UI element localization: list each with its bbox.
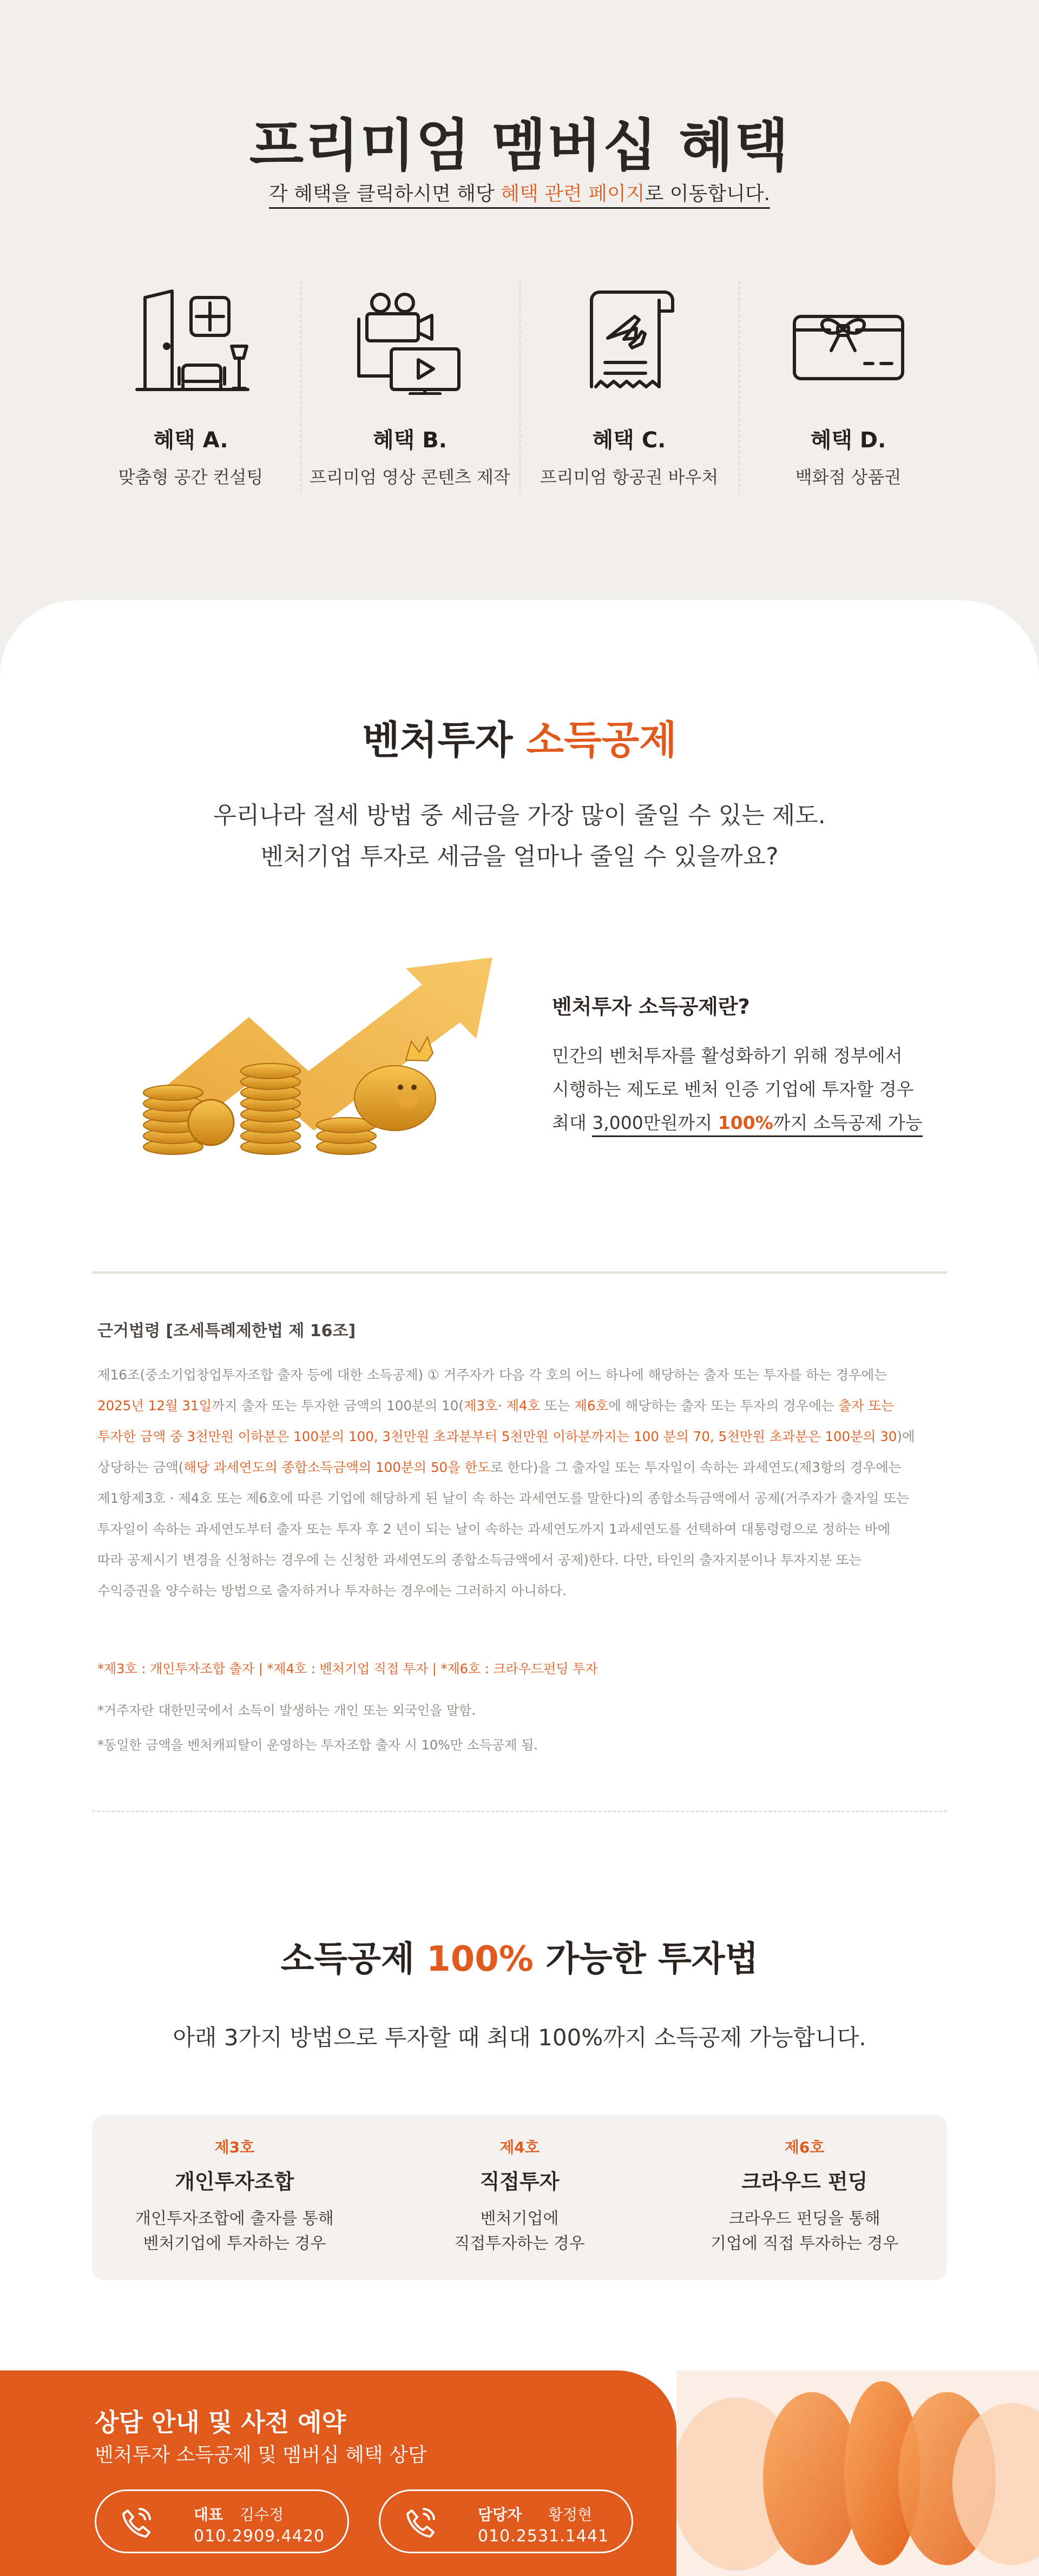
manager-contact-button[interactable]: [379, 2489, 633, 2553]
membership-subtitle: [0, 179, 1039, 206]
discs-graphic: [676, 2370, 1039, 2576]
definition-line: [552, 1106, 963, 1140]
gift-card-icon: [789, 287, 908, 395]
note-resident: *거주자란 대한민국에서 소득이 발생하는 개인 또는 외국인을 말함.: [97, 1703, 476, 1718]
subtitle-accent: 혜택 관련 페이지: [501, 183, 645, 209]
law-line: 제1항제3호 · 제4호 또는 제6호에 따른 기업에 해당하게 된 날이 속 하는 과세연도를 말한다)의 종합소득금액에서 공제(거주자가 출자일 또는: [97, 1490, 909, 1506]
law-text: 에 해당하는 출자 또는 투자의 경우에는: [608, 1398, 839, 1414]
law-deadline: 2025년 12월 31일: [97, 1398, 212, 1414]
inv-title-post: 가능한 투자법: [533, 1939, 759, 1979]
venture-intro: [0, 795, 1039, 877]
law-line: 투자일이 속하는 과세연도부터 출자 또는 투자 후 2 년이 되는 날이 속하는 과세연도까지 1과세연도를 선택하여 대통령령으로 정하는 바에: [97, 1521, 891, 1537]
legal-basis-box: [92, 1271, 947, 1812]
law-text: 로 한다)을 그 출자일 또는 투자일이 속하는 과세연도(제3항의 경우에는: [490, 1459, 902, 1475]
definition-pre: 최대: [552, 1112, 593, 1133]
law-clause: 제6호: [574, 1398, 609, 1414]
definition-line: 시행하는 제도로 벤처 인증 기업에 투자할 경우: [552, 1079, 914, 1100]
contact-phone: 010.2531.1441: [478, 2527, 609, 2546]
law-line: [97, 1421, 942, 1452]
method-number: 제6호: [784, 2138, 825, 2156]
inv-title-pre: 소득공제: [280, 1939, 427, 1979]
investment-methods-title: [0, 1931, 1039, 1981]
legal-basis-text: [97, 1359, 942, 1606]
venture-title-pre: 벤처투자: [362, 717, 527, 763]
benefit-desc: 백화점 상품권: [795, 467, 902, 487]
subtitle-post: 로 이동합니다.: [645, 183, 771, 209]
benefit-desc: 프리미엄 항공권 바우처: [540, 467, 719, 487]
benefit-desc: 프리미엄 영상 콘텐츠 제작: [310, 467, 510, 487]
investment-methods-box: [92, 2115, 947, 2280]
definition-line: 민간의 벤처투자를 활성화하기 위해 정부에서: [552, 1045, 903, 1066]
method-card: [377, 2136, 662, 2280]
benefit-list: [81, 270, 958, 498]
law-text: )에: [897, 1429, 915, 1444]
contact-name: 황정현: [548, 2506, 593, 2524]
benefit-d-card[interactable]: [739, 270, 958, 498]
legal-notes: [97, 1658, 942, 1762]
venture-title: [0, 709, 1039, 765]
venture-section: [0, 600, 1039, 2576]
benefit-a-card[interactable]: [81, 270, 300, 498]
contact-role: 대표: [194, 2506, 223, 2524]
method-desc-line: 직접투자하는 경우: [454, 2234, 585, 2253]
method-desc-line: 개인투자조합에 출자를 통해: [135, 2209, 334, 2228]
law-line: 따라 공제시기 변경을 신청하는 경우에 는 신청한 과세연도의 종합소득금액에서 공제)한다. 다만, 타인의 출자지분이나 투자지분 또는: [97, 1552, 862, 1568]
membership-section: [0, 0, 1039, 600]
contact-role: 담당자: [478, 2506, 522, 2524]
footer-subtitle: 벤처투자 소득공제 및 멤버십 혜택 상담: [95, 2444, 427, 2466]
membership-title: 프리미엄 멤버십 혜택: [249, 113, 790, 179]
method-name: 크라우드 펀딩: [741, 2170, 868, 2194]
method-desc: [377, 2207, 662, 2256]
investment-methods-subtitle: 아래 3가지 방법으로 투자할 때 최대 100%까지 소득공제 가능합니다.: [173, 2024, 866, 2051]
method-desc: [662, 2207, 947, 2256]
benefit-b-card[interactable]: [300, 270, 520, 498]
legal-basis-title: 근거법령 [조세특례제한법 제 16조]: [97, 1322, 356, 1340]
venture-title-accent: 소득공제: [526, 717, 677, 763]
benefit-desc: 맞춤형 공간 컨설팅: [118, 467, 264, 487]
law-highlight: 출자 또는: [838, 1398, 894, 1414]
law-line: [97, 1390, 942, 1421]
method-desc-line: 벤처기업에: [480, 2209, 559, 2228]
method-desc-line: 크라우드 펀딩을 통해: [728, 2209, 880, 2228]
method-name: 직접투자: [479, 2170, 560, 2194]
benefit-c-card[interactable]: [520, 270, 739, 498]
law-text: 상당하는 금액(: [97, 1459, 184, 1475]
inv-title-accent: 100%: [426, 1939, 534, 1979]
law-highlight: 투자한 금액 중 3천만원 이하분은 100분의 100, 3천만원 초과분부터 5천만원 이하분까지는 100 분의 70, 5천만원 초과분은 100분의 30: [97, 1429, 897, 1444]
benefit-name: 혜택 D.: [810, 428, 886, 453]
benefit-name: 혜택 B.: [373, 428, 447, 453]
phone-icon: [404, 2506, 437, 2539]
venture-definition: [552, 990, 963, 1140]
law-highlight: 해당 과세연도의 종합소득금액의 100분의 50을 한도: [183, 1459, 490, 1475]
method-number: 제3호: [214, 2138, 255, 2156]
definition-percent: 100%: [718, 1112, 773, 1133]
video-production-icon: [351, 287, 470, 395]
method-number: 제4호: [499, 2138, 540, 2156]
method-card: [662, 2136, 947, 2280]
contact-phone: 010.2909.4420: [194, 2527, 325, 2546]
law-line: [97, 1452, 942, 1483]
definition-limit: 3,000만원까지: [592, 1112, 718, 1133]
method-desc-line: 벤처기업에 투자하는 경우: [143, 2234, 326, 2253]
orange-discs-decoration: [676, 2370, 1039, 2576]
definition-title: 벤처투자 소득공제란?: [552, 995, 750, 1019]
subtitle-pre: 각 혜택을 클릭하시면 해당: [269, 183, 501, 209]
airline-ticket-icon: [570, 287, 689, 395]
contact-name: 김수정: [240, 2506, 284, 2524]
law-text: 까지 출자 또는 투자한 금액의 100분의 10(: [212, 1398, 464, 1414]
ceo-contact-button[interactable]: [95, 2489, 349, 2553]
consultation-footer: [0, 2370, 676, 2576]
intro-line: 우리나라 절세 방법 중 세금을 가장 많이 줄일 수 있는 제도.: [213, 802, 826, 829]
method-card: [92, 2136, 377, 2280]
definition-post: 까지 소득공제 가능: [773, 1112, 923, 1133]
method-desc-line: 기업에 직접 투자하는 경우: [710, 2234, 899, 2253]
law-line: 수익증권을 양수하는 방법으로 출자하거나 투자하는 경우에는 그러하지 아니하다.: [97, 1583, 567, 1599]
benefit-name: 혜택 A.: [153, 428, 228, 453]
note-vc: *동일한 금액을 벤처캐피탈이 운영하는 투자조합 출자 시 10%만 소득공제 됨.: [97, 1738, 538, 1753]
intro-line: 벤처기업 투자로 세금을 얼마나 줄일 수 있을까요?: [260, 843, 779, 870]
coins-arrow-piggy-illustration: [119, 936, 530, 1163]
law-clause: 제3호· 제4호: [463, 1398, 541, 1414]
law-line: 제16조(중소기업창업투자조합 출자 등에 대한 소득공제) ① 거주자가 다음 각 호의 어느 하나에 해당하는 출자 또는 투자를 하는 경우에는: [97, 1367, 887, 1383]
benefit-name: 혜택 C.: [592, 428, 666, 453]
interior-consulting-icon: [131, 287, 251, 395]
method-name: 개인투자조합: [175, 2170, 294, 2194]
footer-title: 상담 안내 및 사전 예약: [95, 2408, 346, 2437]
phone-icon: [120, 2506, 153, 2539]
clause-types: *제3호 : 개인투자조합 출자 | *제4호 : 벤처기업 직접 투자 | *제6호 : 크라우드펀딩 투자: [97, 1661, 598, 1676]
method-desc: [92, 2207, 377, 2256]
law-text: 또는: [540, 1398, 575, 1414]
